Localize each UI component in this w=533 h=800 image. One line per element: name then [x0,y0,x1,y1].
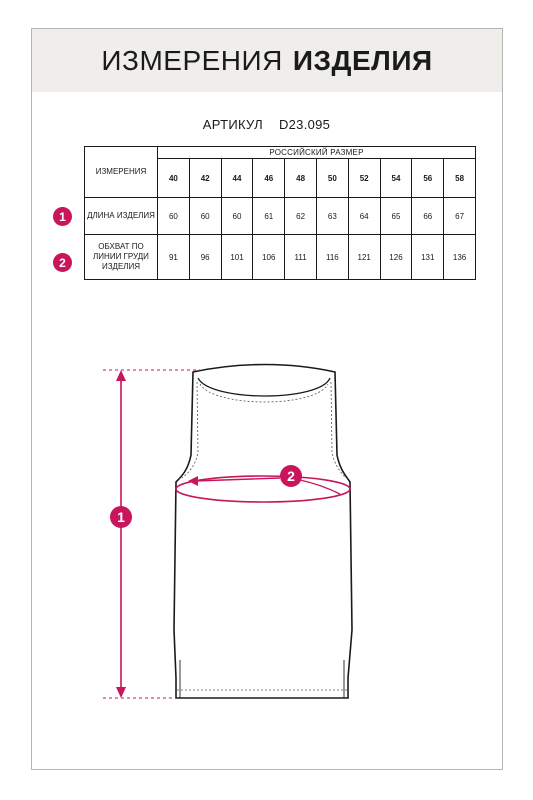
title-bold: ИЗДЕЛИЯ [292,44,433,76]
value-cell: 61 [253,198,285,235]
corner-label: ИЗМЕРЕНИЯ [85,147,158,198]
tank-top-outline [174,365,352,699]
row-label-chest: ОБХВАТ ПО ЛИНИИ ГРУДИ ИЗДЕЛИЯ [85,235,158,280]
value-cell: 67 [444,198,476,235]
value-cell: 60 [221,198,253,235]
title-light: ИЗМЕРЕНИЯ [101,44,283,76]
value-cell: 91 [158,235,190,280]
size-cell: 46 [253,159,285,198]
value-cell: 62 [285,198,317,235]
size-cell: 40 [158,159,190,198]
length-arrowhead-bottom [116,687,126,698]
value-cell: 65 [380,198,412,235]
size-cell: 44 [221,159,253,198]
value-cell: 111 [285,235,317,280]
value-cell: 66 [412,198,444,235]
marker-badge-diagram-chest: 2 [280,465,302,487]
article-code: D23.095 [278,117,331,132]
value-cell: 131 [412,235,444,280]
value-cell: 126 [380,235,412,280]
row-label-length: ДЛИНА ИЗДЕЛИЯ [85,198,158,235]
value-cell: 116 [316,235,348,280]
value-cell: 96 [189,235,221,280]
value-cell: 60 [158,198,190,235]
value-cell: 60 [189,198,221,235]
marker-badge-length: 1 [53,207,72,226]
value-cell: 63 [316,198,348,235]
size-cell: 48 [285,159,317,198]
size-cell: 52 [348,159,380,198]
size-cell: 50 [316,159,348,198]
value-cell: 106 [253,235,285,280]
value-cell: 64 [348,198,380,235]
size-cell: 54 [380,159,412,198]
size-cell: 42 [189,159,221,198]
marker-badge-diagram-length: 1 [110,506,132,528]
size-cell: 56 [412,159,444,198]
article-label: АРТИКУЛ [202,117,264,132]
group-label: РОССИЙСКИЙ РАЗМЕР [158,147,476,159]
value-cell: 121 [348,235,380,280]
length-arrowhead-top [116,370,126,381]
size-cell: 58 [444,159,476,198]
value-cell: 101 [221,235,253,280]
value-cell: 136 [444,235,476,280]
marker-badge-chest: 2 [53,253,72,272]
